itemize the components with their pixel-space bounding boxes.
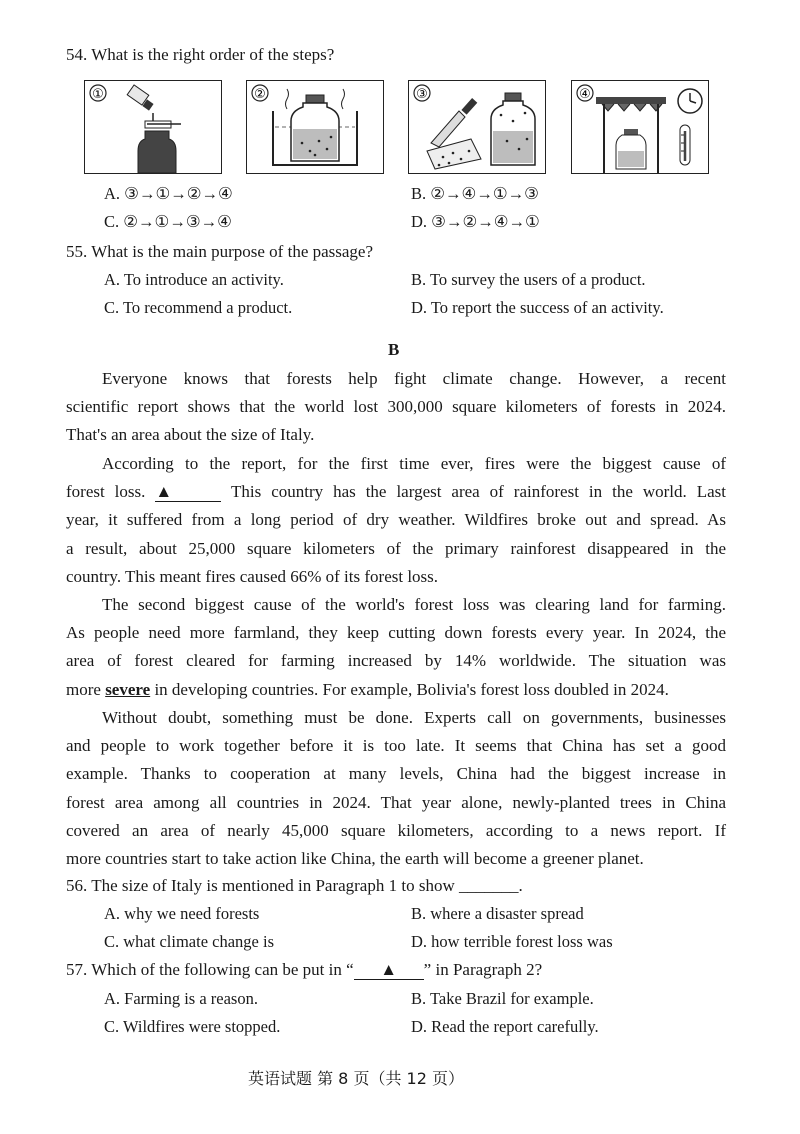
q56-option-b[interactable]: B. where a disaster spread: [411, 904, 584, 923]
paragraph-line: The second biggest cause of the world's forest loss was clearing land for farming.: [102, 595, 726, 614]
picture-1-label: ①: [92, 87, 104, 102]
picture-step-2: [246, 80, 384, 174]
q55-option-d[interactable]: D. To report the success of an activity.: [411, 298, 664, 317]
q57-option-b[interactable]: B. Take Brazil for example.: [411, 989, 594, 1008]
passage-paragraph-1: [66, 365, 726, 450]
paragraph-line: That's an area about the size of Italy.: [66, 425, 315, 445]
section-heading: B: [388, 340, 400, 359]
q54-option-b[interactable]: B. ②→④→①→③: [411, 184, 539, 203]
page-footer: 英语试题 第 8 页（共 12 页）: [248, 1069, 464, 1088]
pouring-bottle-icon: [127, 85, 181, 173]
paragraph-line: forest area among all countries in 2024. That year alone, newly-planted trees in China: [66, 792, 726, 812]
thermometer-icon: [680, 125, 690, 165]
paragraph-text: This country has the largest area of rainforest in the world. Last: [221, 482, 726, 502]
answer-blank: ▲: [155, 483, 221, 502]
question-57-stem: [66, 960, 542, 980]
paragraph-line: [66, 676, 726, 704]
paragraph-text: in developing countries. For example, Bolivia's forest loss doubled in 2024.: [150, 679, 669, 699]
paragraph-line: covered an area of nearly 45,000 square kilometers, according to a news report. If: [66, 820, 726, 840]
paragraph-text: more: [66, 679, 106, 699]
paragraph-line: [66, 478, 726, 506]
picture-step-4: [571, 80, 709, 174]
q57-option-a[interactable]: A. Farming is a reason.: [104, 989, 258, 1008]
passage-paragraph-2: [66, 450, 726, 591]
question-text: ” in Paragraph 2?: [423, 960, 543, 979]
jar-with-ingredients-icon: [491, 93, 535, 165]
picture-step-3: [408, 80, 546, 174]
answer-blank: ▲: [354, 961, 424, 980]
q57-option-d[interactable]: D. Read the report carefully.: [411, 1017, 599, 1036]
paragraph-line: Everyone knows that forests help fight climate change. However, a recent: [102, 369, 726, 388]
paragraph-line: year, it suffered from a long period of dry weather. Wildfires broke out and spread. As: [66, 510, 726, 530]
paragraph-line: Without doubt, something must be done. Experts call on governments, businesses: [102, 708, 726, 727]
q54-option-a[interactable]: A. ③→①→②→④: [104, 184, 233, 203]
question-56-stem: 56. The size of Italy is mentioned in Paragraph 1 to show _______.: [66, 876, 523, 895]
highlighted-word-severe: severe: [105, 679, 151, 699]
paragraph-line: more countries start to take action like China, the earth will become a greener planet.: [66, 849, 644, 869]
picture-4-label: ④: [579, 87, 591, 102]
picture-2-label: ②: [254, 87, 266, 102]
q55-option-b[interactable]: B. To survey the users of a product.: [411, 270, 646, 289]
q55-option-c[interactable]: C. To recommend a product.: [104, 298, 293, 317]
question-55-stem: 55. What is the main purpose of the passage?: [66, 242, 374, 261]
paragraph-line: area of forest cleared for farming increased by 14% worldwide. The situation was: [66, 651, 726, 671]
paragraph-line: According to the report, for the first time ever, fires were the biggest cause of: [102, 454, 726, 473]
q56-option-d[interactable]: D. how terrible forest loss was: [411, 932, 613, 951]
picture-3-label: ③: [416, 87, 428, 102]
passage-paragraph-3: [66, 591, 726, 704]
q56-option-a[interactable]: A. why we need forests: [104, 904, 260, 923]
q57-option-c[interactable]: C. Wildfires were stopped.: [104, 1017, 281, 1036]
drying-rack-thermometer-icon: [596, 97, 666, 173]
question-54-stem: 54. What is the right order of the steps?: [66, 45, 335, 64]
clock-icon: [678, 89, 702, 113]
paragraph-text: forest loss.: [66, 482, 156, 502]
passage-paragraph-4: [66, 704, 726, 873]
paragraph-line: country. This meant fires caused 66% of its forest loss.: [66, 566, 439, 586]
q56-option-c[interactable]: C. what climate change is: [104, 932, 274, 951]
paragraph-line: a result, about 25,000 square kilometers of the primary rainforest disappeared in the: [66, 538, 726, 558]
q54-option-d[interactable]: D. ③→②→④→①: [411, 212, 540, 231]
q55-option-a[interactable]: A. To introduce an activity.: [104, 270, 284, 289]
paragraph-line: scientific report shows that the world lost 300,000 square kilometers of forests in 2024.: [66, 397, 726, 417]
paragraph-line: As people need more farmland, they keep cutting down forests every year. In 2024, the: [66, 623, 726, 643]
paragraph-line: example. Thanks to cooperation at many levels, China had the biggest increase in: [66, 764, 726, 784]
question-text: 57. Which of the following can be put in “: [66, 960, 354, 979]
paragraph-line: and people to work together before it is too late. It seems that China has set a good: [66, 736, 726, 756]
water-bath-jar-icon: [273, 89, 357, 165]
chopping-knife-icon: [427, 98, 481, 169]
picture-step-1: [84, 80, 222, 174]
q54-option-c[interactable]: C. ②→①→③→④: [104, 212, 232, 231]
